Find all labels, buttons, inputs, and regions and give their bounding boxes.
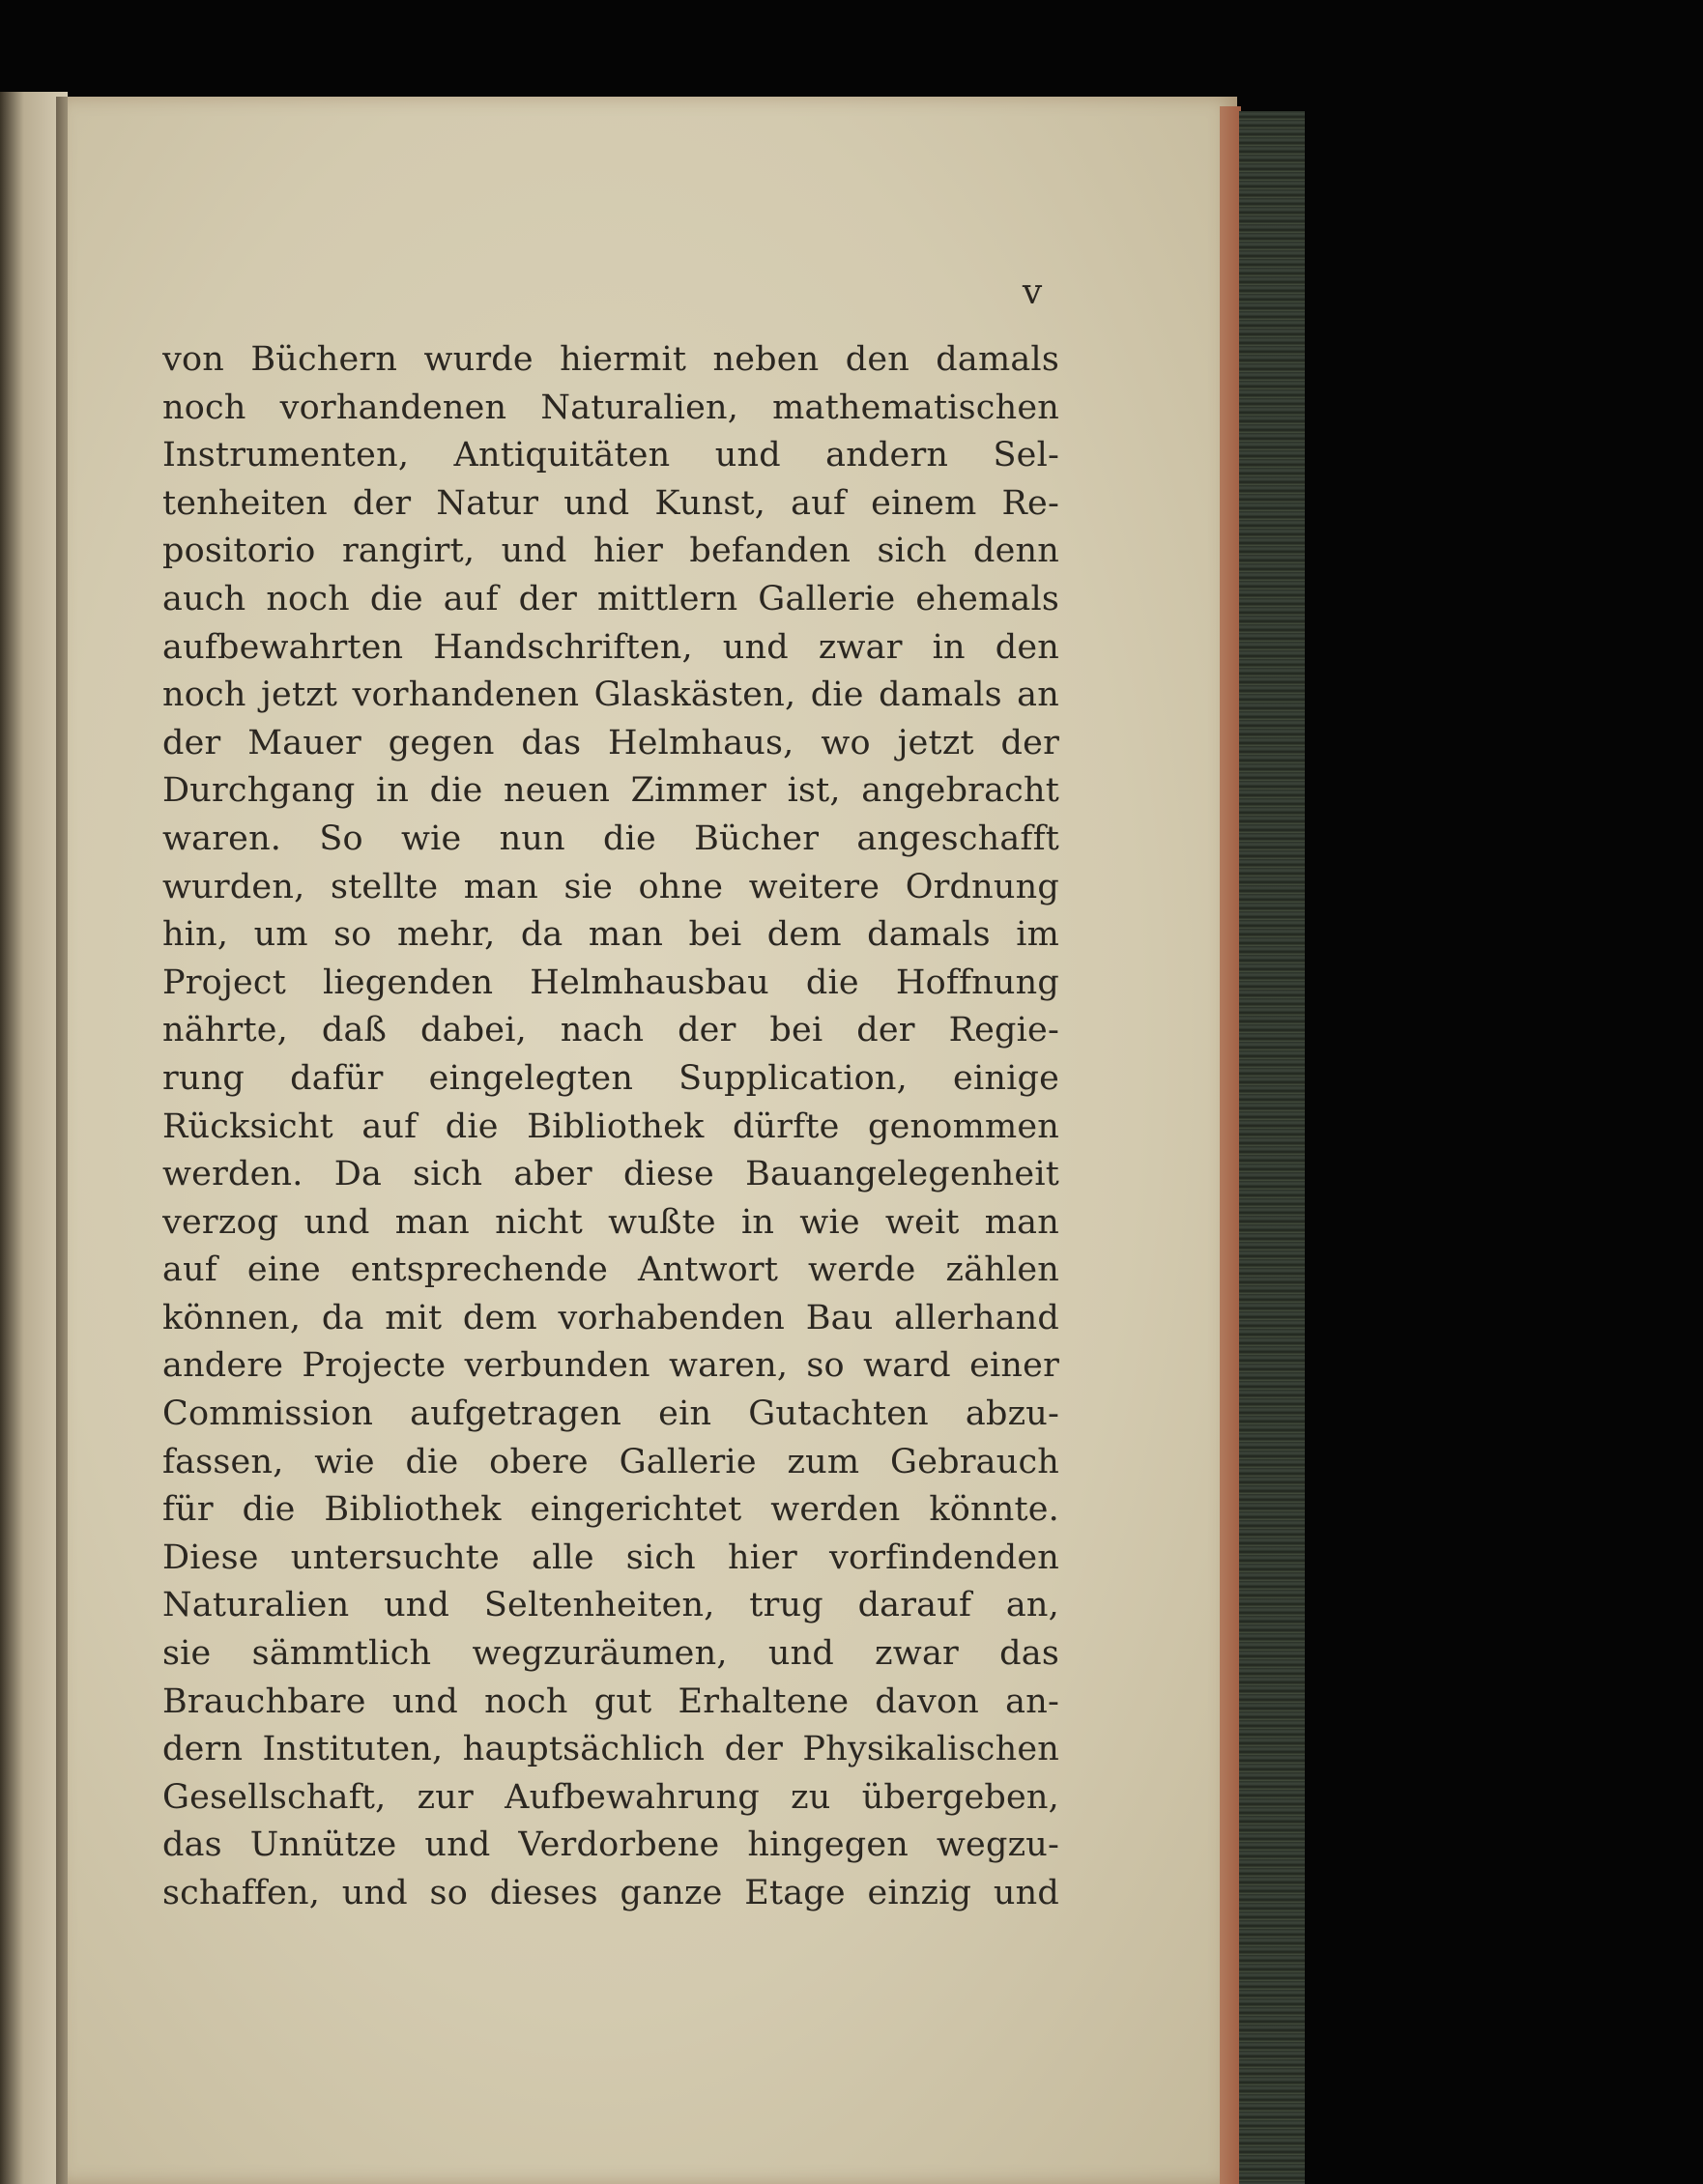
text-line: können, da mit dem vorhabenden Bau allerhand bbox=[162, 1298, 1059, 1337]
text-line: positorio rangirt, und hier befanden sich denn bbox=[162, 532, 1059, 571]
text-line: Commission aufgetragen ein Gutachten abzu- bbox=[162, 1394, 1059, 1434]
text-line: der Mauer gegen das Helmhaus, wo jetzt der bbox=[162, 723, 1059, 762]
text-line: Diese untersuchte alle sich hier vorfindenden bbox=[162, 1537, 1059, 1577]
text-line: von Büchern wurde hiermit neben den damals bbox=[162, 340, 1059, 379]
text-line: dern Instituten, hauptsächlich der Physikalischen bbox=[162, 1730, 1059, 1769]
text-line: aufbewahrten Handschriften, und zwar in den bbox=[162, 627, 1059, 667]
page-number: v bbox=[1022, 273, 1043, 312]
text-line: auf eine entsprechende Antwort werde zählen bbox=[162, 1250, 1059, 1290]
text-line: hin, um so mehr, da man bei dem damals im bbox=[162, 915, 1059, 955]
text-line: Instrumenten, Antiquitäten und andern Sel- bbox=[162, 436, 1059, 475]
text-line: Gesellschaft, zur Aufbewahrung zu übergeben, bbox=[162, 1777, 1059, 1817]
text-line: werden. Da sich aber diese Bauangelegenheit bbox=[162, 1155, 1059, 1194]
text-line: tenheiten der Natur und Kunst, auf einem Re- bbox=[162, 483, 1059, 523]
text-line: Project liegenden Helmhausbau die Hoffnung bbox=[162, 963, 1059, 1002]
text-line: Rücksicht auf die Bibliothek dürfte genommen bbox=[162, 1106, 1059, 1146]
text-line: rung dafür eingelegten Supplication, einige bbox=[162, 1058, 1059, 1098]
text-line: noch vorhandenen Naturalien, mathematischen bbox=[162, 388, 1059, 427]
text-line: fassen, wie die obere Gallerie zum Gebrauch bbox=[162, 1442, 1059, 1481]
text-line: Durchgang in die neuen Zimmer ist, angebracht bbox=[162, 771, 1059, 811]
text-line: wurden, stellte man sie ohne weitere Ordnung bbox=[162, 867, 1059, 906]
body-text bbox=[162, 336, 1059, 1918]
red-page-edge bbox=[1220, 106, 1241, 2184]
text-line: nährte, daß dabei, nach der bei der Regie- bbox=[162, 1011, 1059, 1050]
text-line: sie sämmtlich wegzuräumen, und zwar das bbox=[162, 1634, 1059, 1674]
text-line: Naturalien und Seltenheiten, trug darauf an, bbox=[162, 1586, 1059, 1625]
text-line: andere Projecte verbunden waren, so ward einer bbox=[162, 1346, 1059, 1386]
text-line: auch noch die auf der mittlern Gallerie ehemals bbox=[162, 579, 1059, 618]
text-line: schaffen, und so dieses ganze Etage einzig und bbox=[162, 1874, 1059, 1912]
text-line: verzog und man nicht wußte in wie weit man bbox=[162, 1202, 1059, 1242]
text-line: für die Bibliothek eingerichtet werden könnte. bbox=[162, 1490, 1059, 1530]
text-line: noch jetzt vorhandenen Glaskästen, die damals an bbox=[162, 675, 1059, 715]
text-line: das Unnütze und Verdorbene hingegen wegzu- bbox=[162, 1825, 1059, 1865]
text-line: Brauchbare und noch gut Erhaltene davon an- bbox=[162, 1681, 1059, 1721]
text-line: waren. So wie nun die Bücher angeschafft bbox=[162, 819, 1059, 858]
book-cover-edge bbox=[1239, 111, 1305, 2184]
